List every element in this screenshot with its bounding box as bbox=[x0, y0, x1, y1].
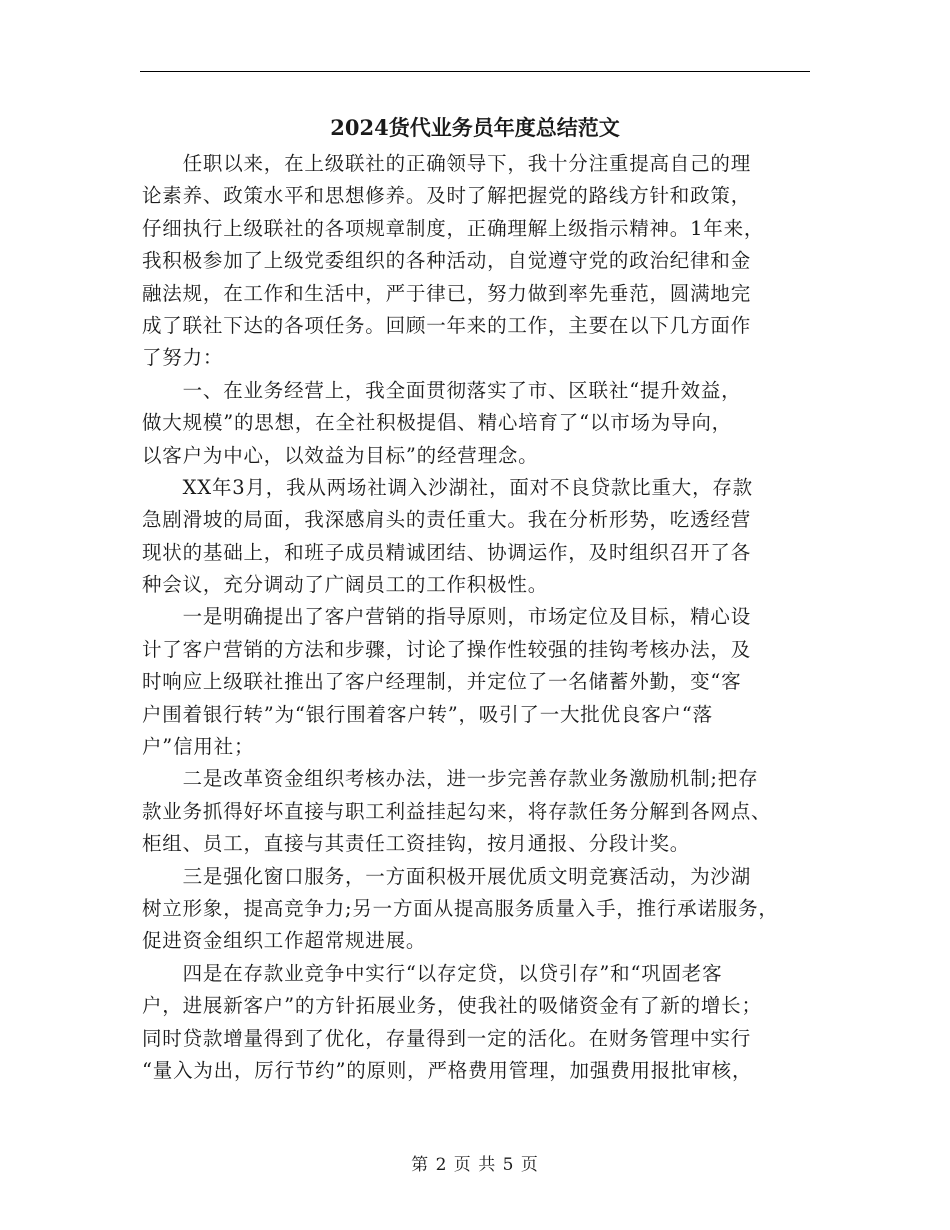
document-title: 2024货代业务员年度总结范文 bbox=[330, 115, 620, 140]
body-line: 以客户为中心，以效益为目标”的经营理念。 bbox=[142, 443, 539, 467]
header-rule bbox=[140, 71, 810, 72]
body-line: 款业务抓得好坏直接与职工利益挂起勾来，将存款任务分解到各网点、 bbox=[142, 799, 772, 823]
body-line: XX年3月，我从两场社调入沙湖社，面对不良贷款比重大，存款 bbox=[142, 475, 753, 499]
body-line: 三是强化窗口服务，一方面积极开展优质文明竞赛活动，为沙湖 bbox=[142, 864, 752, 888]
body-line: 时响应上级联社推出了客户经理制，并定位了一名储蓄外勤，变“客 bbox=[142, 670, 742, 694]
body-line: 户围着银行转”为“银行围着客户转”，吸引了一大批优良客户“落 bbox=[142, 702, 713, 726]
body-line: 了努力： bbox=[142, 346, 224, 370]
body-line: 成了联社下达的各项任务。回顾一年来的工作，主要在以下几方面作 bbox=[142, 313, 752, 337]
body-line: 同时贷款增量得到了优化，存量得到一定的活化。在财务管理中实行 bbox=[142, 1026, 752, 1050]
body-line: 二是改革资金组织考核办法，进一步完善存款业务激励机制;把存 bbox=[142, 767, 759, 791]
body-line: 户，进展新客户”的方针拓展业务，使我社的吸储资金有了新的增长； bbox=[142, 994, 762, 1018]
body-line: 种会议，充分调动了广阔员工的工作积极性。 bbox=[142, 573, 549, 597]
body-line: 树立形象，提高竞争力;另一方面从提高服务质量入手，推行承诺服务， bbox=[142, 896, 779, 920]
body-line: 四是在存款业竞争中实行“以存定贷，以贷引存”和“巩固老客 bbox=[142, 961, 723, 985]
body-line: 计了客户营销的方法和步骤，讨论了操作性较强的挂钩考核办法，及 bbox=[142, 637, 752, 661]
body-line: 融法规，在工作和生活中，严于律已，努力做到率先垂范，圆满地完 bbox=[142, 281, 752, 305]
body-line: 急剧滑坡的局面，我深感肩头的责任重大。我在分析形势，吃透经营 bbox=[142, 508, 752, 532]
body-line: 我积极参加了上级党委组织的各种活动，自觉遵守党的政治纪律和金 bbox=[142, 249, 752, 273]
body-line: 任职以来，在上级联社的正确领导下，我十分注重提高自己的理 bbox=[142, 152, 752, 175]
body-line: 做大规模”的思想，在全社积极提倡、精心培育了“以市场为导向， bbox=[142, 411, 732, 435]
body-line: 柜组、员工，直接与其责任工资挂钩，按月通报、分段计奖。 bbox=[142, 832, 691, 856]
document-body bbox=[142, 148, 810, 1087]
body-line: 促进资金组织工作超常规进展。 bbox=[142, 929, 427, 953]
body-line: 现状的基础上，和班子成员精诚团结、协调运作，及时组织召开了各 bbox=[142, 540, 752, 564]
page-number: 第 2 页 共 5 页 bbox=[411, 1155, 539, 1175]
body-line: 一、在业务经营上，我全面贯彻落实了市、区联社“提升效益， bbox=[142, 378, 742, 402]
body-line: “量入为出，厉行节约”的原则，严格费用管理，加强费用报批审核， bbox=[142, 1058, 753, 1082]
body-line: 仔细执行上级联社的各项规章制度，正确理解上级指示精神。1年来， bbox=[142, 216, 765, 240]
body-line: 户”信用社； bbox=[142, 735, 255, 759]
body-line: 论素养、政策水平和思想修养。及时了解把握党的路线方针和政策， bbox=[142, 184, 752, 208]
body-line: 一是明确提出了客户营销的指导原则，市场定位及目标，精心设 bbox=[142, 605, 752, 629]
